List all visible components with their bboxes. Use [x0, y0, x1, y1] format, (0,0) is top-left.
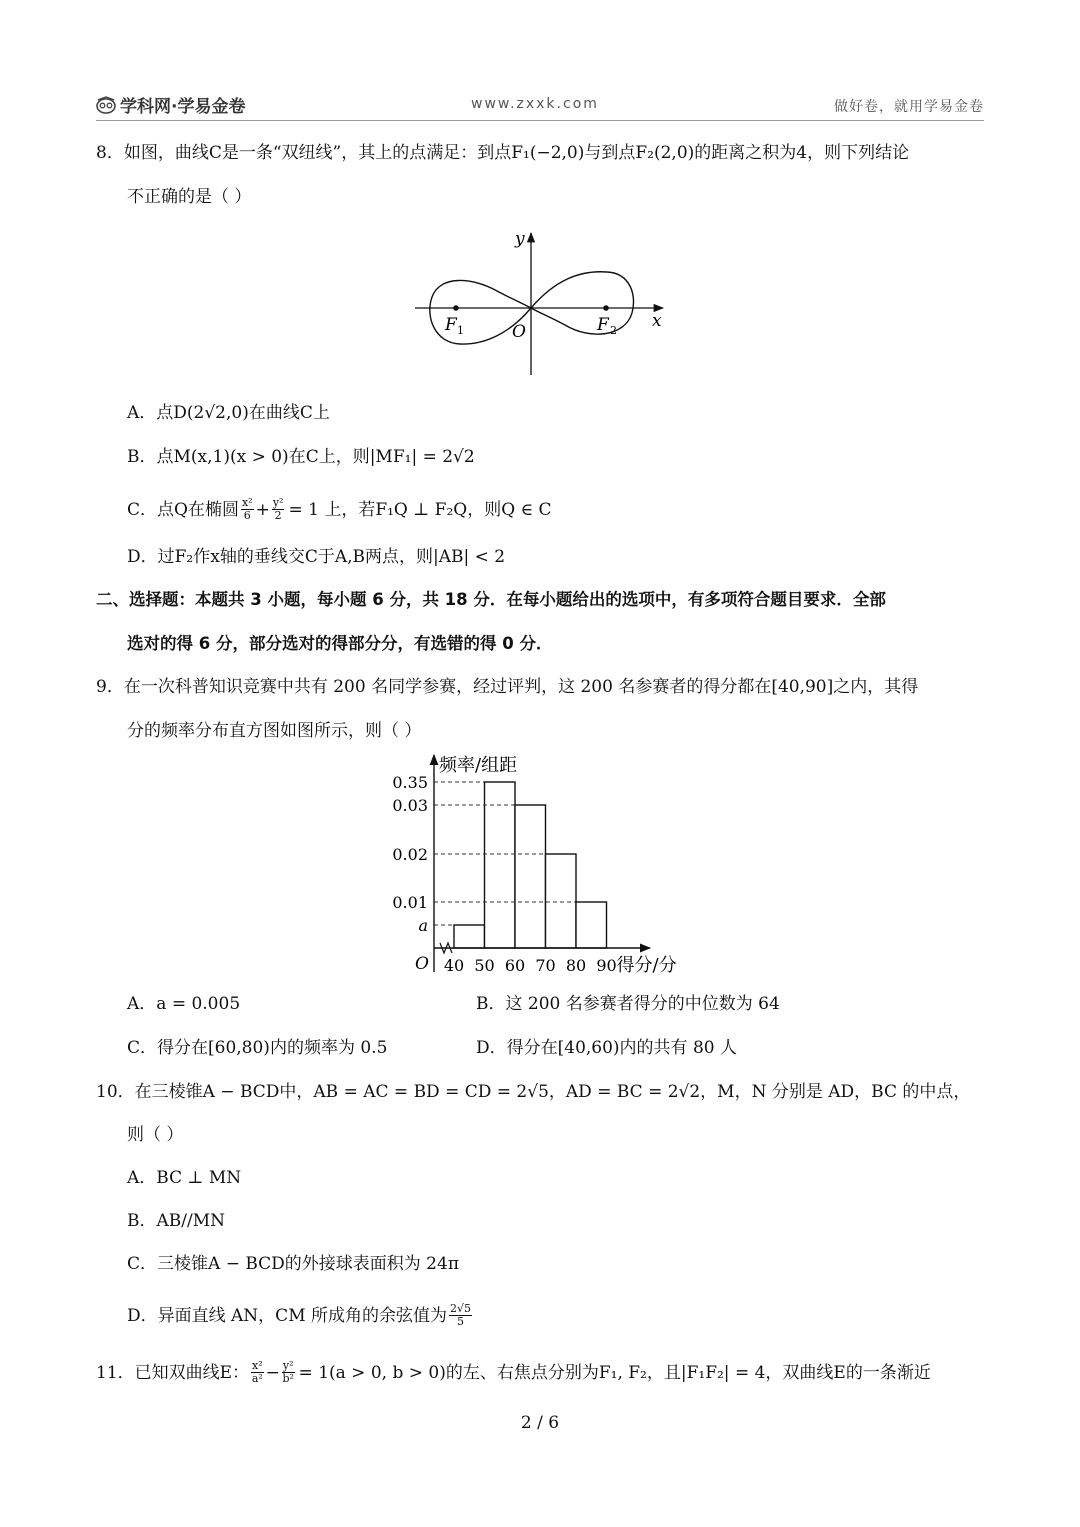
page-number: 2 / 6 — [520, 1413, 560, 1433]
q10-option-d-pre: D．异面直线 AN，CM 所成角的余弦值为 — [127, 1305, 448, 1326]
f1-label: F — [445, 315, 457, 335]
q10-option-c: C．三棱锥A − BCD的外接球表面积为 24π — [127, 1254, 459, 1274]
focus-f2-point — [603, 305, 609, 311]
q8-option-a: A．点D(2√2,0)在曲线C上 — [127, 403, 330, 423]
q9-stem-line1: 9．在一次科普知识竞赛中共有 200 名同学参赛，经过评判，这 200 名参赛者的得分都在[40,90]之内，其得 — [96, 677, 919, 697]
section2-line1: 二、选择题：本题共 3 小题，每小题 6 分，共 18 分．在每小题给出的选项中，有多项符合题目要求．全部 — [96, 590, 886, 609]
q8-option-c-frac2 — [272, 497, 285, 522]
plus-sign: + — [255, 499, 270, 520]
y-tick-label-3: 0.03 — [392, 796, 428, 815]
q11-stem — [96, 1360, 931, 1385]
f2-sub: 2 — [610, 324, 617, 337]
x-tick-label-3: 70 — [535, 956, 556, 975]
brand-name: 学科网·学易金卷 — [120, 97, 246, 117]
q9-option-d: D．得分在[40,60)内的共有 80 人 — [476, 1038, 738, 1058]
q10-stem-line2: 则（ ） — [127, 1125, 184, 1145]
frequency-histogram — [385, 750, 695, 980]
hist-origin-label: O — [415, 954, 429, 974]
q11-frac1-den: a² — [251, 1372, 263, 1385]
q9-option-a: A．a = 0.005 — [127, 994, 241, 1014]
frac-den: 5 — [457, 1315, 465, 1328]
x-tick-label-4: 80 — [565, 956, 587, 975]
q9-option-c: C．得分在[60,80)内的频率为 0.5 — [127, 1038, 388, 1058]
y-tick-label-1: 0.01 — [392, 893, 428, 912]
histogram-bar-1 — [485, 782, 516, 948]
site-url: www.zxxk.com — [471, 96, 599, 112]
x-tick-label-0: 40 — [443, 956, 465, 975]
lemniscate-figure — [405, 225, 675, 380]
q10-option-a: A．BC ⊥ MN — [127, 1168, 242, 1188]
y-tick-label-0: a — [418, 916, 428, 935]
brand-logo — [96, 92, 245, 117]
q11-frac1 — [251, 1360, 264, 1385]
histogram-bar-0 — [454, 925, 485, 948]
q11-frac2-num: y² — [282, 1359, 294, 1372]
section2-line2: 选对的得 6 分，部分选对的得部分分，有选错的得 0 分． — [127, 634, 553, 653]
f1-sub: 1 — [457, 324, 464, 337]
q10-stem-line1: 10．在三棱锥A − BCD中，AB = AC = BD = CD = 2√5，AD = BC = 2√2，M，N 分别是 AD，BC 的中点， — [96, 1082, 971, 1102]
x-tick-label-2: 60 — [504, 956, 526, 975]
q8-option-c-frac1 — [241, 497, 254, 522]
x-tick-label-1: 50 — [474, 956, 495, 975]
q11-pre: 11．已知双曲线E： — [96, 1362, 250, 1383]
frac-num: 2√5 — [450, 1302, 472, 1315]
q9-option-b: B．这 200 名参赛者得分的中位数为 64 — [476, 994, 780, 1014]
q10-option-b: B．AB//MN — [127, 1211, 225, 1231]
focus-f1-point — [453, 305, 459, 311]
y-tick-label-2: 0.02 — [392, 845, 428, 864]
histogram-bar-4 — [576, 902, 607, 948]
hist-y-label: 频率/组距 — [439, 755, 518, 776]
frac1-num: x² — [241, 496, 253, 509]
page-header — [96, 92, 984, 121]
hist-x-label: 得分/分 — [616, 955, 677, 976]
q8-stem-line2: 不正确的是（ ） — [127, 187, 252, 207]
q8-option-c-pre: C．点Q在椭圆 — [127, 499, 239, 520]
q8-option-c-post: = 1 上，若F₁Q ⊥ F₂Q，则Q ∈ C — [288, 499, 552, 520]
header-slogan: 做好卷，就用学易金卷 — [834, 99, 984, 115]
q11-frac2-den: b² — [282, 1372, 294, 1385]
origin-label: O — [512, 322, 526, 342]
owl-logo-icon — [96, 96, 116, 114]
q11-frac2 — [282, 1360, 295, 1385]
q8-option-c — [127, 497, 552, 522]
frac1-den: 6 — [243, 509, 251, 522]
q10-option-d — [127, 1303, 472, 1328]
q11-frac1-num: x² — [252, 1359, 263, 1372]
x-axis-label: x — [652, 311, 662, 331]
histogram-bar-2 — [515, 805, 546, 948]
q11-post: = 1(a > 0, b > 0)的左、右焦点分别为F₁, F₂，且|F₁F₂| = 4，双曲线E的一条渐近 — [298, 1362, 931, 1383]
histogram-bar-3 — [546, 854, 577, 948]
f2-label: F — [597, 315, 609, 335]
q8-option-b: B．点M(x,1)(x > 0)在C上，则|MF₁| = 2√2 — [127, 447, 475, 467]
q11-minus: − — [265, 1362, 280, 1383]
frac2-num: y² — [272, 496, 284, 509]
q9-stem-line2: 分的频率分布直方图如图所示，则（ ） — [127, 721, 422, 741]
q10-option-d-frac — [449, 1303, 472, 1328]
x-tick-label-5: 90 — [596, 956, 617, 975]
q8-option-d: D．过F₂作x轴的垂线交C于A,B两点，则|AB| < 2 — [127, 547, 506, 567]
y-axis-label: y — [515, 229, 525, 249]
frac2-den: 2 — [274, 509, 282, 522]
y-tick-label-4: 0.35 — [392, 773, 428, 792]
axis-break-mark — [440, 943, 452, 953]
q8-stem-line1: 8．如图，曲线C是一条“双纽线”，其上的点满足：到点F₁(−2,0)与到点F₂(2,0)的距离之积为4，则下列结论 — [96, 143, 910, 163]
